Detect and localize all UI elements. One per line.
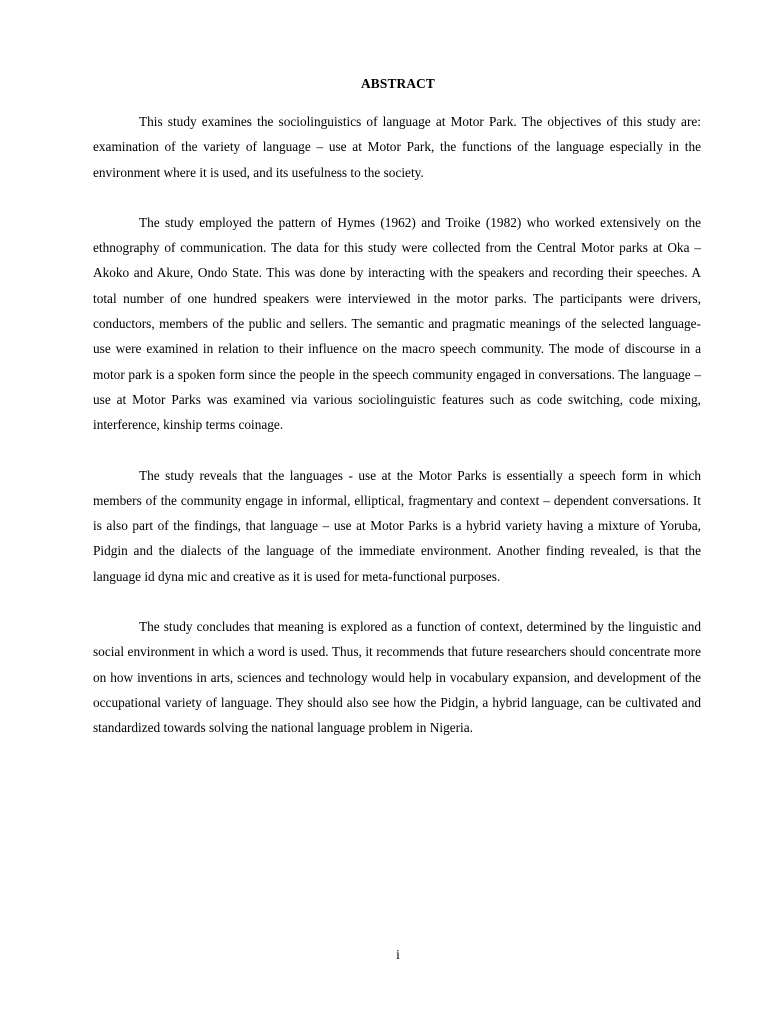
page-number: i [396, 947, 400, 962]
abstract-body [93, 109, 701, 766]
abstract-paragraph-4: The study concludes that meaning is explored as a function of context, determined by the linguistic and social environment in which a word is used. Thus, it recommends that future researchers should concentrate more on how inventions in arts, sciences and technology would help in vocabulary expansion, and development of the occupational variety of language. They should also see how the Pidgin, a hybrid language, can be cultivated and standardized towards solving the national language problem in Nigeria. [93, 619, 701, 736]
abstract-paragraph-2: The study employed the pattern of Hymes (1962) and Troike (1982) who worked extensively on the ethnography of communication. The data for this study were collected from the Central Motor parks at Oka – Akoko and Akure, Ondo State. This was done by interacting with the speakers and recording their speeches. A total number of one hundred speakers were interviewed in the motor parks. The participants were drivers, conductors, members of the public and sellers. The semantic and pragmatic meanings of the selected language-use were examined in relation to their influence on the macro speech community. The mode of discourse in a motor park is a spoken form since the people in the speech community engaged in conversations. The language – use at Motor Parks was examined via various sociolinguistic features such as code switching, code mixing, interference, kinship terms coinage. [93, 214, 701, 433]
abstract-heading: ABSTRACT [360, 76, 435, 91]
abstract-paragraph-3: The study reveals that the languages - use at the Motor Parks is essentially a speech form in which members of the community engage in informal, elliptical, fragmentary and context – dependent conversations. It is also part of the findings, that language – use at Motor Parks is a hybrid variety having a mixture of Yoruba, Pidgin and the dialects of the language of the immediate environment. Another finding revealed, is that the language id dyna mic and creative as it is used for meta-functional purposes. [93, 467, 701, 584]
abstract-paragraph-1: This study examines the sociolinguistics of language at Motor Park. The objectives of this study are: examination of the variety of language – use at Motor Park, the functions of the language especially in the environment where it is used, and its usefulness to the society. [93, 114, 701, 180]
